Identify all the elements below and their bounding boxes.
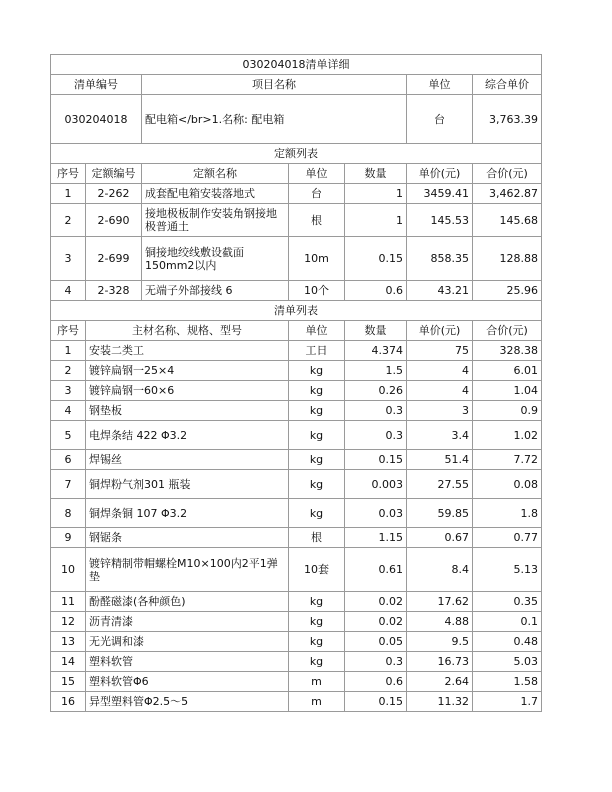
material-row [51, 361, 542, 381]
material-price: 4 [407, 361, 473, 381]
material-no: 2 [51, 361, 86, 381]
material-no-header: 序号 [51, 321, 86, 341]
material-unit: 工日 [289, 341, 345, 361]
item-code: 030204018 [51, 95, 142, 144]
material-total-header: 合价(元) [473, 321, 542, 341]
material-price: 2.64 [407, 672, 473, 692]
quota-total: 25.96 [473, 281, 542, 301]
quota-total: 145.68 [473, 204, 542, 237]
material-row [51, 470, 542, 499]
quota-qty: 1 [345, 204, 407, 237]
material-no: 12 [51, 612, 86, 632]
material-unit: kg [289, 450, 345, 470]
sheet-title: 030204018清单详细 [51, 55, 542, 75]
material-row [51, 692, 542, 712]
quota-name-header: 定额名称 [142, 164, 289, 184]
material-name: 镀锌扁钢一60×6 [86, 381, 289, 401]
material-no: 15 [51, 672, 86, 692]
quota-no: 1 [51, 184, 86, 204]
quota-price-header: 单价(元) [407, 164, 473, 184]
quota-code: 2-328 [86, 281, 142, 301]
material-section-title: 清单列表 [51, 301, 542, 321]
material-unit: kg [289, 652, 345, 672]
material-no: 6 [51, 450, 86, 470]
material-name: 塑料软管 [86, 652, 289, 672]
material-qty: 0.3 [345, 401, 407, 421]
material-unit: 10套 [289, 548, 345, 592]
material-total: 0.48 [473, 632, 542, 652]
material-name: 镀锌精制带帽螺栓M10×100内2平1弹垫 [86, 548, 289, 592]
quota-name: 无端子外部接线 6 [142, 281, 289, 301]
material-name: 铜焊粉气剂301 瓶装 [86, 470, 289, 499]
material-row [51, 548, 542, 592]
material-qty: 1.15 [345, 528, 407, 548]
material-unit: kg [289, 612, 345, 632]
material-qty: 0.15 [345, 692, 407, 712]
material-row [51, 401, 542, 421]
quota-price: 3459.41 [407, 184, 473, 204]
material-name-header: 主材名称、规格、型号 [86, 321, 289, 341]
quota-qty: 0.6 [345, 281, 407, 301]
quota-code: 2-262 [86, 184, 142, 204]
material-total: 1.02 [473, 421, 542, 450]
material-no: 11 [51, 592, 86, 612]
material-price: 51.4 [407, 450, 473, 470]
quota-unit-header: 单位 [289, 164, 345, 184]
quota-price: 43.21 [407, 281, 473, 301]
material-qty: 4.374 [345, 341, 407, 361]
material-price: 4 [407, 381, 473, 401]
material-qty: 0.3 [345, 652, 407, 672]
material-price: 0.67 [407, 528, 473, 548]
detail-table [50, 54, 542, 712]
material-total: 0.9 [473, 401, 542, 421]
material-name: 钢锯条 [86, 528, 289, 548]
material-total: 5.13 [473, 548, 542, 592]
quota-price: 145.53 [407, 204, 473, 237]
material-qty: 0.61 [345, 548, 407, 592]
item-name-header: 项目名称 [142, 75, 407, 95]
material-qty: 0.02 [345, 612, 407, 632]
material-name: 酚醛磁漆(各种颜色) [86, 592, 289, 612]
material-no: 7 [51, 470, 86, 499]
material-qty: 0.003 [345, 470, 407, 499]
material-name: 钢垫板 [86, 401, 289, 421]
material-no: 10 [51, 548, 86, 592]
material-name: 电焊条结 422 Φ3.2 [86, 421, 289, 450]
material-total: 0.77 [473, 528, 542, 548]
quota-name: 成套配电箱安装落地式 [142, 184, 289, 204]
quota-row [51, 281, 542, 301]
material-row [51, 672, 542, 692]
material-header-row [51, 321, 542, 341]
quota-unit: 台 [289, 184, 345, 204]
material-unit: kg [289, 499, 345, 528]
material-qty: 0.6 [345, 672, 407, 692]
quota-total: 3,462.87 [473, 184, 542, 204]
quota-code: 2-690 [86, 204, 142, 237]
material-name: 无光调和漆 [86, 632, 289, 652]
material-total: 0.08 [473, 470, 542, 499]
material-row [51, 341, 542, 361]
material-row [51, 381, 542, 401]
material-total: 0.35 [473, 592, 542, 612]
material-qty: 0.3 [345, 421, 407, 450]
quota-code: 2-699 [86, 237, 142, 281]
material-qty-header: 数量 [345, 321, 407, 341]
material-total: 328.38 [473, 341, 542, 361]
item-header-row [51, 75, 542, 95]
quota-name: 铜接地绞线敷设截面150mm2以内 [142, 237, 289, 281]
quota-no: 4 [51, 281, 86, 301]
material-row [51, 612, 542, 632]
material-no: 8 [51, 499, 86, 528]
material-price: 8.4 [407, 548, 473, 592]
quota-name: 接地极板制作安装角钢接地极普通土 [142, 204, 289, 237]
quota-unit: 10个 [289, 281, 345, 301]
material-name: 焊锡丝 [86, 450, 289, 470]
material-unit: kg [289, 361, 345, 381]
material-unit-header: 单位 [289, 321, 345, 341]
material-no: 13 [51, 632, 86, 652]
material-row [51, 528, 542, 548]
material-unit: kg [289, 592, 345, 612]
material-qty: 0.02 [345, 592, 407, 612]
quota-code-header: 定额编号 [86, 164, 142, 184]
material-no: 5 [51, 421, 86, 450]
material-price: 9.5 [407, 632, 473, 652]
material-total: 0.1 [473, 612, 542, 632]
item-price-header: 综合单价 [473, 75, 542, 95]
material-row [51, 592, 542, 612]
material-name: 沥青清漆 [86, 612, 289, 632]
material-unit: m [289, 672, 345, 692]
material-no: 14 [51, 652, 86, 672]
item-code-header: 清单编号 [51, 75, 142, 95]
material-unit: kg [289, 421, 345, 450]
material-no: 9 [51, 528, 86, 548]
material-row [51, 652, 542, 672]
material-no: 16 [51, 692, 86, 712]
material-price-header: 单价(元) [407, 321, 473, 341]
material-name: 铜焊条铜 107 Φ3.2 [86, 499, 289, 528]
material-price: 59.85 [407, 499, 473, 528]
quota-header-row [51, 164, 542, 184]
material-total: 1.7 [473, 692, 542, 712]
material-unit: kg [289, 632, 345, 652]
material-total: 5.03 [473, 652, 542, 672]
material-unit: m [289, 692, 345, 712]
material-qty: 0.26 [345, 381, 407, 401]
quota-no: 3 [51, 237, 86, 281]
quota-total-header: 合价(元) [473, 164, 542, 184]
material-total: 7.72 [473, 450, 542, 470]
quota-section-title: 定额列表 [51, 144, 542, 164]
material-qty: 0.05 [345, 632, 407, 652]
quota-row [51, 237, 542, 281]
quota-unit: 10m [289, 237, 345, 281]
material-price: 27.55 [407, 470, 473, 499]
material-qty: 0.03 [345, 499, 407, 528]
quota-no-header: 序号 [51, 164, 86, 184]
material-name: 安装二类工 [86, 341, 289, 361]
material-row [51, 421, 542, 450]
material-unit: kg [289, 381, 345, 401]
material-unit: kg [289, 401, 345, 421]
material-row [51, 499, 542, 528]
quota-price: 858.35 [407, 237, 473, 281]
quota-qty: 1 [345, 184, 407, 204]
item-unit-header: 单位 [407, 75, 473, 95]
material-price: 17.62 [407, 592, 473, 612]
material-price: 11.32 [407, 692, 473, 712]
quota-no: 2 [51, 204, 86, 237]
material-total: 6.01 [473, 361, 542, 381]
material-price: 4.88 [407, 612, 473, 632]
material-price: 75 [407, 341, 473, 361]
material-no: 3 [51, 381, 86, 401]
material-total: 1.8 [473, 499, 542, 528]
quota-total: 128.88 [473, 237, 542, 281]
material-name: 异型塑料管Φ2.5～5 [86, 692, 289, 712]
material-price: 3.4 [407, 421, 473, 450]
quota-unit: 根 [289, 204, 345, 237]
material-qty: 1.5 [345, 361, 407, 381]
material-no: 1 [51, 341, 86, 361]
material-no: 4 [51, 401, 86, 421]
material-total: 1.58 [473, 672, 542, 692]
material-name: 镀锌扁钢一25×4 [86, 361, 289, 381]
quota-qty: 0.15 [345, 237, 407, 281]
material-unit: 根 [289, 528, 345, 548]
item-unit: 台 [407, 95, 473, 144]
quota-row [51, 204, 542, 237]
material-price: 3 [407, 401, 473, 421]
quota-qty-header: 数量 [345, 164, 407, 184]
material-row [51, 450, 542, 470]
material-total: 1.04 [473, 381, 542, 401]
material-price: 16.73 [407, 652, 473, 672]
material-unit: kg [289, 470, 345, 499]
material-row [51, 632, 542, 652]
material-name: 塑料软管Φ6 [86, 672, 289, 692]
item-price: 3,763.39 [473, 95, 542, 144]
item-name: 配电箱</br>1.名称: 配电箱 [142, 95, 407, 144]
quota-row [51, 184, 542, 204]
material-qty: 0.15 [345, 450, 407, 470]
item-row [51, 95, 542, 144]
